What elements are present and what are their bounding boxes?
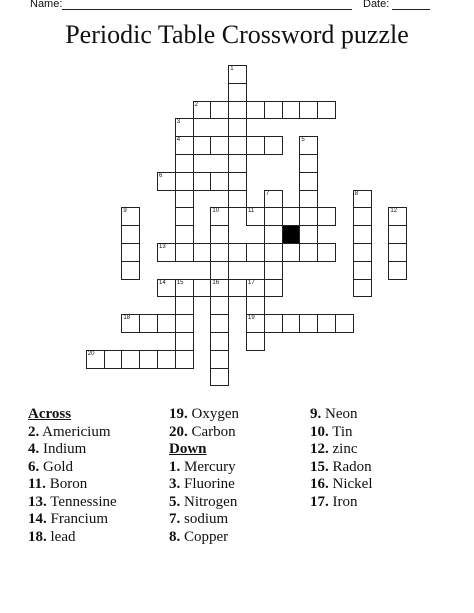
clue-number: 15 xyxy=(176,279,184,286)
clue-item-number: 14. xyxy=(28,511,47,527)
grid-cell[interactable] xyxy=(246,207,265,226)
grid-cell[interactable] xyxy=(121,261,140,280)
clue-item-text: Boron xyxy=(45,476,88,492)
grid-cell[interactable] xyxy=(139,350,158,369)
clue-number: 14 xyxy=(159,279,166,286)
page-title: Periodic Table Crossword puzzle xyxy=(65,20,409,49)
grid-cell[interactable] xyxy=(121,350,140,369)
clue-section-heading: Across xyxy=(28,406,72,422)
grid-cell[interactable] xyxy=(121,314,140,333)
clue-item xyxy=(310,494,372,512)
clue-section-heading: Down xyxy=(169,441,207,457)
grid-cell[interactable] xyxy=(175,350,194,369)
grid-cell[interactable] xyxy=(157,314,176,333)
clue-item xyxy=(28,424,117,442)
clue-item-number: 10. xyxy=(310,423,329,440)
clue-item xyxy=(28,494,117,512)
grid-cell[interactable] xyxy=(299,190,318,209)
grid-cell[interactable] xyxy=(299,207,318,226)
clue-number: 1 xyxy=(230,66,234,72)
grid-cell[interactable] xyxy=(104,350,123,369)
clue-item-text: Radon xyxy=(328,458,372,475)
grid-cell[interactable] xyxy=(246,243,265,262)
clue-item-text: zinc xyxy=(328,441,358,457)
grid-cell[interactable] xyxy=(157,279,176,298)
date-label: Date: xyxy=(363,0,390,10)
clue-item-text: Fluorine xyxy=(180,476,235,492)
grid-cell[interactable] xyxy=(317,243,336,262)
grid-cell[interactable] xyxy=(299,154,318,173)
clue-item xyxy=(28,511,117,529)
grid-cell[interactable] xyxy=(175,136,194,155)
clue-number: 20 xyxy=(87,350,95,357)
grid-cell[interactable] xyxy=(264,207,283,226)
grid-cell[interactable] xyxy=(299,172,318,191)
grid-cell[interactable] xyxy=(299,136,318,155)
clue-number: 6 xyxy=(159,172,163,179)
grid-cell[interactable] xyxy=(210,368,229,387)
clue-item-number: 11. xyxy=(28,476,46,492)
grid-cell[interactable] xyxy=(299,314,318,333)
grid-cell[interactable] xyxy=(175,243,194,262)
clue-item-text: Neon xyxy=(321,406,358,422)
clue-item-text: Carbon xyxy=(187,423,236,440)
grid-cell[interactable] xyxy=(317,101,336,120)
grid-cell[interactable] xyxy=(210,207,229,226)
clue-item-text: Americium xyxy=(39,423,111,440)
grid-cell[interactable] xyxy=(264,314,283,333)
name-label: Name: xyxy=(30,0,63,10)
grid-cell[interactable] xyxy=(175,154,194,173)
grid-cell[interactable] xyxy=(121,207,140,226)
grid-cell[interactable] xyxy=(264,279,283,298)
grid-cell[interactable] xyxy=(228,172,247,191)
grid-cell[interactable] xyxy=(193,279,212,298)
grid-cell[interactable] xyxy=(193,101,212,120)
grid-cell[interactable] xyxy=(353,261,372,280)
grid-cell[interactable] xyxy=(264,190,283,209)
grid-cell[interactable] xyxy=(139,314,158,333)
grid-cell[interactable] xyxy=(175,314,194,333)
clue-item-text: Tin xyxy=(328,423,353,440)
grid-cell[interactable] xyxy=(317,314,336,333)
grid-cell[interactable] xyxy=(175,296,194,315)
grid-cell[interactable] xyxy=(157,350,176,369)
clue-item xyxy=(169,406,239,424)
clue-item-text: Gold xyxy=(39,458,73,475)
grid-cell[interactable] xyxy=(210,296,229,315)
grid-cell[interactable] xyxy=(175,225,194,244)
grid-cell[interactable] xyxy=(157,243,176,262)
clue-item xyxy=(169,476,239,494)
clue-column-2 xyxy=(169,406,239,546)
grid-cell[interactable] xyxy=(228,154,247,173)
clue-item-text: Nickel xyxy=(328,476,373,492)
grid-cell[interactable] xyxy=(86,350,105,369)
clue-item-number: 5. xyxy=(169,493,181,510)
grid-cell[interactable] xyxy=(282,207,301,226)
clue-item xyxy=(169,494,239,512)
grid-cell[interactable] xyxy=(210,314,229,333)
grid-cell[interactable] xyxy=(210,279,229,298)
grid-cell[interactable] xyxy=(388,261,407,280)
clue-number: 16 xyxy=(212,279,220,286)
grid-cell[interactable] xyxy=(210,350,229,369)
clue-number: 3 xyxy=(176,119,181,126)
clue-number: 19 xyxy=(248,315,255,322)
clue-item-text: Nitrogen xyxy=(180,493,238,510)
clue-number: 5 xyxy=(301,137,305,144)
clue-item-number: 4. xyxy=(28,441,40,457)
grid-cell[interactable] xyxy=(264,243,283,262)
grid-cell[interactable] xyxy=(353,243,372,262)
clue-item-number: 16. xyxy=(310,476,329,492)
clue-item-text: lead xyxy=(46,528,76,545)
clue-column-3 xyxy=(310,406,372,511)
clue-column-1 xyxy=(28,406,117,546)
grid-cell[interactable] xyxy=(353,279,372,298)
clue-item-text: Francium xyxy=(46,511,108,527)
clue-item xyxy=(169,424,239,442)
clue-item-number: 2. xyxy=(28,423,40,440)
grid-cell[interactable] xyxy=(282,314,301,333)
clue-item-number: 13. xyxy=(28,493,47,510)
clue-number: 11 xyxy=(248,208,255,215)
clue-item-number: 18. xyxy=(28,528,47,545)
grid-cell[interactable] xyxy=(175,118,194,137)
grid-cell[interactable] xyxy=(121,225,140,244)
grid-cell[interactable] xyxy=(246,314,265,333)
clue-item xyxy=(28,476,117,494)
grid-cell[interactable] xyxy=(388,225,407,244)
clue-item-number: 3. xyxy=(169,476,181,492)
black-square xyxy=(282,225,301,244)
grid-cell[interactable] xyxy=(246,296,265,315)
clue-item-number: 8. xyxy=(169,528,181,545)
clue-number: 8 xyxy=(354,190,359,197)
clue-item-number: 6. xyxy=(28,458,40,475)
grid-cell[interactable] xyxy=(388,207,407,226)
grid-cell[interactable] xyxy=(299,101,318,120)
grid-cell[interactable] xyxy=(246,101,265,120)
clue-item-text: Indium xyxy=(39,441,87,457)
clue-item-text: Tennessine xyxy=(46,493,117,510)
grid-cell[interactable] xyxy=(228,136,247,155)
clue-number: 13 xyxy=(159,244,166,250)
grid-cell[interactable] xyxy=(282,101,301,120)
grid-cell[interactable] xyxy=(175,190,194,209)
grid-cell[interactable] xyxy=(299,243,318,262)
grid-cell[interactable] xyxy=(157,172,176,191)
grid-cell[interactable] xyxy=(299,225,318,244)
grid-cell[interactable] xyxy=(353,225,372,244)
clue-item xyxy=(310,459,372,477)
clue-number: 2 xyxy=(194,101,198,108)
grid-cell[interactable] xyxy=(246,136,265,155)
clue-item-text: Oxygen xyxy=(187,406,239,422)
grid-cell[interactable] xyxy=(228,83,247,102)
grid-cell[interactable] xyxy=(264,101,283,120)
clue-item xyxy=(28,441,117,459)
grid-cell[interactable] xyxy=(335,314,354,333)
clue-item xyxy=(169,529,239,547)
grid-cell[interactable] xyxy=(228,190,247,209)
grid-cell[interactable] xyxy=(228,65,247,84)
grid-cell[interactable] xyxy=(193,172,212,191)
grid-cell[interactable] xyxy=(193,136,212,155)
clue-number: 4 xyxy=(176,137,181,144)
grid-cell[interactable] xyxy=(228,243,247,262)
grid-cell[interactable] xyxy=(228,118,247,137)
clue-item-number: 9. xyxy=(310,406,322,422)
grid-cell[interactable] xyxy=(210,261,229,280)
clue-item-text: Copper xyxy=(180,528,229,545)
grid-cell[interactable] xyxy=(175,279,194,298)
clue-number: 12 xyxy=(390,208,398,215)
grid-cell[interactable] xyxy=(121,243,140,262)
clue-item-number: 19. xyxy=(169,406,188,422)
clue-item xyxy=(28,529,117,547)
grid-cell[interactable] xyxy=(210,136,229,155)
clue-item xyxy=(169,459,239,477)
grid-cell[interactable] xyxy=(246,279,265,298)
clue-item-number: 15. xyxy=(310,458,329,475)
clue-item xyxy=(310,476,372,494)
grid-cell[interactable] xyxy=(210,332,229,351)
clue-item xyxy=(28,459,117,477)
grid-cell[interactable] xyxy=(264,136,283,155)
clue-item-text: Iron xyxy=(328,493,358,510)
grid-cell[interactable] xyxy=(228,279,247,298)
clue-item-number: 12. xyxy=(310,441,329,457)
clue-item-text: sodium xyxy=(180,511,229,527)
clue-item-text: Mercury xyxy=(180,458,236,475)
grid-cell[interactable] xyxy=(210,172,229,191)
grid-cell[interactable] xyxy=(317,207,336,226)
clue-item-number: 7. xyxy=(169,511,181,527)
grid-cell[interactable] xyxy=(210,225,229,244)
grid-cell[interactable] xyxy=(246,332,265,351)
grid-cell[interactable] xyxy=(388,243,407,262)
grid-cell[interactable] xyxy=(210,101,229,120)
clue-item-number: 20. xyxy=(169,423,188,440)
grid-cell[interactable] xyxy=(175,332,194,351)
grid-cell[interactable] xyxy=(353,190,372,209)
grid-cell[interactable] xyxy=(228,101,247,120)
clue-item xyxy=(310,424,372,442)
clue-item xyxy=(310,441,372,459)
clue-item-number: 1. xyxy=(169,458,181,475)
clue-number: 18 xyxy=(123,315,131,322)
clue-number: 7 xyxy=(265,190,270,197)
grid-cell[interactable] xyxy=(353,207,372,226)
grid-cell[interactable] xyxy=(264,261,283,280)
grid-cell[interactable] xyxy=(264,225,283,244)
grid-cell[interactable] xyxy=(282,243,301,262)
clue-number: 10 xyxy=(212,208,220,215)
grid-cell[interactable] xyxy=(175,172,194,191)
grid-cell[interactable] xyxy=(193,243,212,262)
clue-number: 9 xyxy=(123,208,127,215)
grid-cell[interactable] xyxy=(210,243,229,262)
clue-item xyxy=(169,511,239,529)
clue-item xyxy=(310,406,372,424)
grid-cell[interactable] xyxy=(175,207,194,226)
clue-number: 17 xyxy=(248,279,255,286)
clue-item-number: 17. xyxy=(310,493,329,510)
